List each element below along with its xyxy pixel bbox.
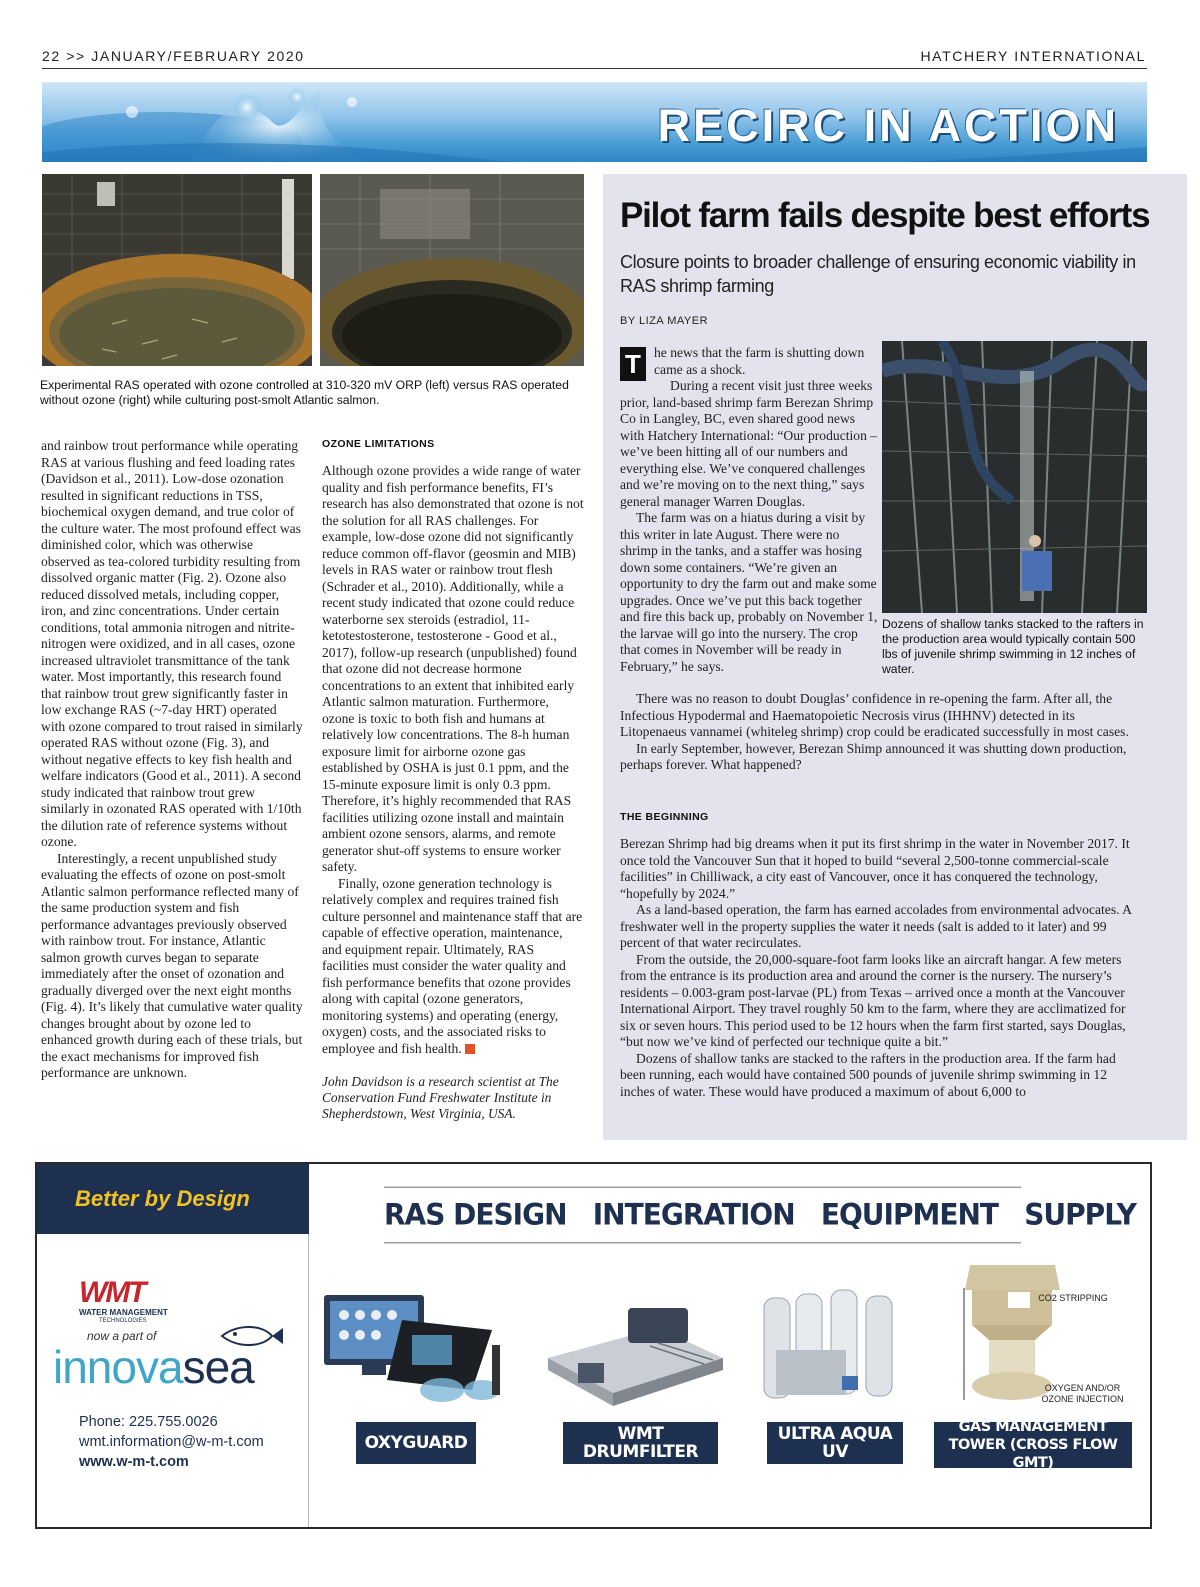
ad-brand-panel (37, 1164, 309, 1527)
left-article-col1 (41, 438, 303, 1082)
wmt-logo: WMT (79, 1276, 145, 1309)
paragraph: From the outside, the 20,000-square-foot farm looks like an aircraft hangar. A few meters from the entrance is its production area and around the corner is the nursery. The nursery’s residents – 0.003-gram post-larvae (PL) from Texas – arrived once a month at the Vancouver International Airport. They travel roughly 50 km to the farm, where they are acclimatized for six or seven hours. This period used to be 12 hours when the farm first started, says Douglas, “but now we’ve kind of perfected our technique quite a bit.” (620, 951, 1126, 1049)
now-part-of-text: now a part of (87, 1329, 157, 1343)
publication-name: HATCHERY INTERNATIONAL (920, 48, 1146, 64)
paragraph: Finally, ozone generation technology is relatively complex and requires trained fish culture personnel and maintenance staff that are capable of effective operation, maintenance, and equipment repair. Ultimately, RAS facilities must consider the water quality and fish performance benefits that ozone provides along with capital (ozone generators, monitoring systems) and operating (energy, oxygen) costs, and the associated risks to employee and fish health. (322, 875, 583, 1056)
the-beginning-subhead: THE BEGINNING (620, 811, 709, 823)
oxyguard-product-image (322, 1290, 512, 1415)
ad-phone: Phone: 225.755.0026 (79, 1414, 218, 1430)
end-mark-icon (465, 1044, 475, 1054)
paragraph: As a land-based operation, the farm has earned accolades from environmental advocates. A freshwater well in the property supplies the water it needs (salt is added to it later) and 99 percent of that water recirculates. (620, 902, 1132, 950)
left-photo-caption: Experimental RAS operated with ozone controlled at 310-320 mV ORP (left) versus RAS operated without ozone (right) while culturing post-smolt Atlantic salmon. (40, 378, 569, 407)
banner-title: RECIRC IN ACTION (657, 100, 1119, 151)
ad-email[interactable]: wmt.information@w-m-t.com (79, 1434, 264, 1450)
wmt-logo-subtitle: WATER MANAGEMENT (79, 1308, 168, 1317)
paragraph: In early September, however, Berezan Shimp announced it was shutting down production, perhaps forever. What happened? (620, 740, 1127, 772)
wmt-logo-subtitle-2: TECHNOLOGIES (99, 1318, 147, 1324)
wmt-drumfilter-button[interactable]: WMT DRUMFILTER (563, 1422, 718, 1464)
header-rule (42, 68, 1147, 69)
section-banner (42, 82, 1147, 162)
article-headline: Pilot farm fails despite best efforts (620, 196, 1150, 235)
photo-shrimp-tanks (882, 341, 1147, 613)
sidebar-lead-column (620, 345, 878, 675)
innovasea-logo: innovasea (53, 1341, 254, 1393)
ozone-limitations-subhead: OZONE LIMITATIONS (322, 438, 435, 450)
ultra-aqua-uv-button[interactable]: ULTRA AQUA UV (767, 1422, 903, 1464)
photo-ras-without-ozone (320, 174, 584, 366)
left-article-col2 (322, 463, 584, 1057)
sidebar-beginning-column (620, 836, 1138, 1100)
paragraph: Berezan Shrimp had big dreams when it put its first shrimp in the water in November 2017. It once told the Vancouver Sun that it hoped to build “several 2,500-tonne commercial-scale facilities” in Chilliwack, a city east of Vancouver, once it has conquered the technology, “hopefully by 2024.” (620, 836, 1130, 901)
paragraph: Although ozone provides a wide range of water quality and fish performance benefits, FI’s research has also demonstrated that ozone is not the solution for all RAS challenges. For example, low-dose ozone did not significantly reduce common off-flavor (geosmin and MIB) levels in RAS water or rainbow trout flesh (Schrader et al., 2010). Additionally, while a recent study indicated that ozone could reduce waterborne sex steroids (estradiol, 11-ketotestosterone, testosterone - Good et al., 2017), follow-up research (unpublished) found that ozone did not decrease hormone concentrations to an extent that inhibited early Atlantic salmon maturation. Furthermore, ozone is toxic to both fish and humans at relatively low concentrations. The 8-h human exposure limit for airborne ozone gas established by OSHA is just 0.1 ppm, and the 15-minute exposure limit is only 0.3 ppm. Therefore, it’s highly recommended that RAS facilities utilizing ozone install and maintain ambient ozone sensors, alarms, and remote generator shut-off systems to ensure worker safety. (322, 463, 584, 874)
ad-tagline: Better by Design (37, 1164, 309, 1234)
author-bio: John Davidson is a research scientist at The Conservation Fund Freshwater Institute in Shepherdstown, West Virginia, USA. (322, 1074, 559, 1121)
paragraph: During a recent visit just three weeks prior, land-based shrimp farm Berezan Shrimp Co in Langley, BC, even shared good news with Hatchery International: “Our production – we’ve been hitting all of our numbers and everything else. We’ve conquered challenges and we’re moving on to the next thing,” says general manager Warren Douglas. (620, 378, 878, 509)
ad-website[interactable]: www.w-m-t.com (79, 1454, 189, 1470)
oxyguard-button[interactable]: OXYGUARD (356, 1422, 476, 1464)
oxygen-injection-label: OXYGEN AND/OR OZONE INJECTION (1041, 1383, 1124, 1404)
ad-services-title: RAS DESIGN INTEGRATION EQUIPMENT SUPPLY (384, 1187, 1021, 1244)
co2-stripping-label: CO2 STRIPPING (1038, 1293, 1108, 1303)
paragraph: The farm was on a hiatus during a visit by this writer in late August. There were no shrimp in the tanks, and a staffer was hosing down some containers. “We’re given an opportunity to dry the farm out and make some upgrades. Once we’ve put this back together and fire this back up, probably on November 1, the larvae will go into the nursery. The crop that comes in November will be ready in February,” he says. (620, 510, 878, 674)
paragraph: Interestingly, a recent unpublished study evaluating the effects of ozone on post-smolt Atlantic salmon performance reflected many of the same production system and fish performance advantages previously observed with rainbow trout. For instance, Atlantic salmon growth curves began to separate immediately after the onset of ozonation and gradually diverged over the next eight months (Fig. 4). It’s likely that cumulative water quality changes brought about by ozone led to enhanced growth during each of these trials, but the exact mechanisms for improved fish performance are unknown. (41, 850, 303, 1080)
article-byline: BY LIZA MAYER (620, 315, 709, 327)
photo-ras-with-ozone (42, 174, 312, 366)
gas-management-tower-button[interactable]: GAS MANAGEMENT TOWER (CROSS FLOW GMT) (934, 1422, 1132, 1468)
ultra-aqua-uv-product-image (756, 1288, 916, 1413)
sidebar-wide-column (620, 691, 1138, 774)
paragraph: he news that the farm is shutting down came as a shock. (654, 345, 865, 377)
sidebar-photo-caption: Dozens of shallow tanks stacked to the rafters in the production area would typically contain 500 lbs of juvenile shrimp swimming in 12 inches of water. (882, 617, 1144, 676)
page-info: 22 >> JANUARY/FEBRUARY 2020 (42, 48, 305, 64)
paragraph: Dozens of shallow tanks are stacked to the rafters in the production area. If the farm had been running, each would have contained 500 pounds of juvenile shrimp swimming in 12 inches of water. These would have produced a maximum of about 6,000 to (620, 1050, 1116, 1099)
drumfilter-product-image (538, 1298, 728, 1413)
drop-cap: T (620, 347, 646, 381)
article-deck: Closure points to broader challenge of ensuring economic viability in RAS shrimp farming (620, 252, 1136, 296)
paragraph: and rainbow trout performance while operating RAS at various flushing and feed loading rates (Davidson et al., 2011). Low-dose ozonation resulted in significant reductions in TSS, biochemical oxygen demand, and true color of the culture water. The most profound effect was diminished color, which was otherwise observed as tea-colored turbidity resulting from dissolved organic matter (Fig. 2). Ozone also reduced dissolved metals, including copper, iron, and zinc concentrations. Under certain conditions, total ammonia nitrogen and nitrite-nitrogen were oxidized, and in all cases, ozone increased ultraviolet transmittance of the tank water. Most importantly, this research found that rainbow trout grew significantly faster in low exchange RAS (~7-day HRT) operated with ozone compared to trout raised in similarly operated RAS without ozone (Fig. 3), and without negative effects to key fish health and welfare indicators (Good et al., 2011). A second study indicated that rainbow trout grew similarly in ozonated RAS operated with 1/10th the dilution rate of reference systems without ozone. (41, 438, 303, 849)
paragraph: There was no reason to doubt Douglas’ confidence in re-opening the farm. After all, the Infectious Hypodermal and Haematopoietic Necrosis virus (IHHNV) detected in its Litopenaeus vannamei (whiteleg shrimp) crop could be eradicated successfully in most cases. (620, 691, 1129, 739)
